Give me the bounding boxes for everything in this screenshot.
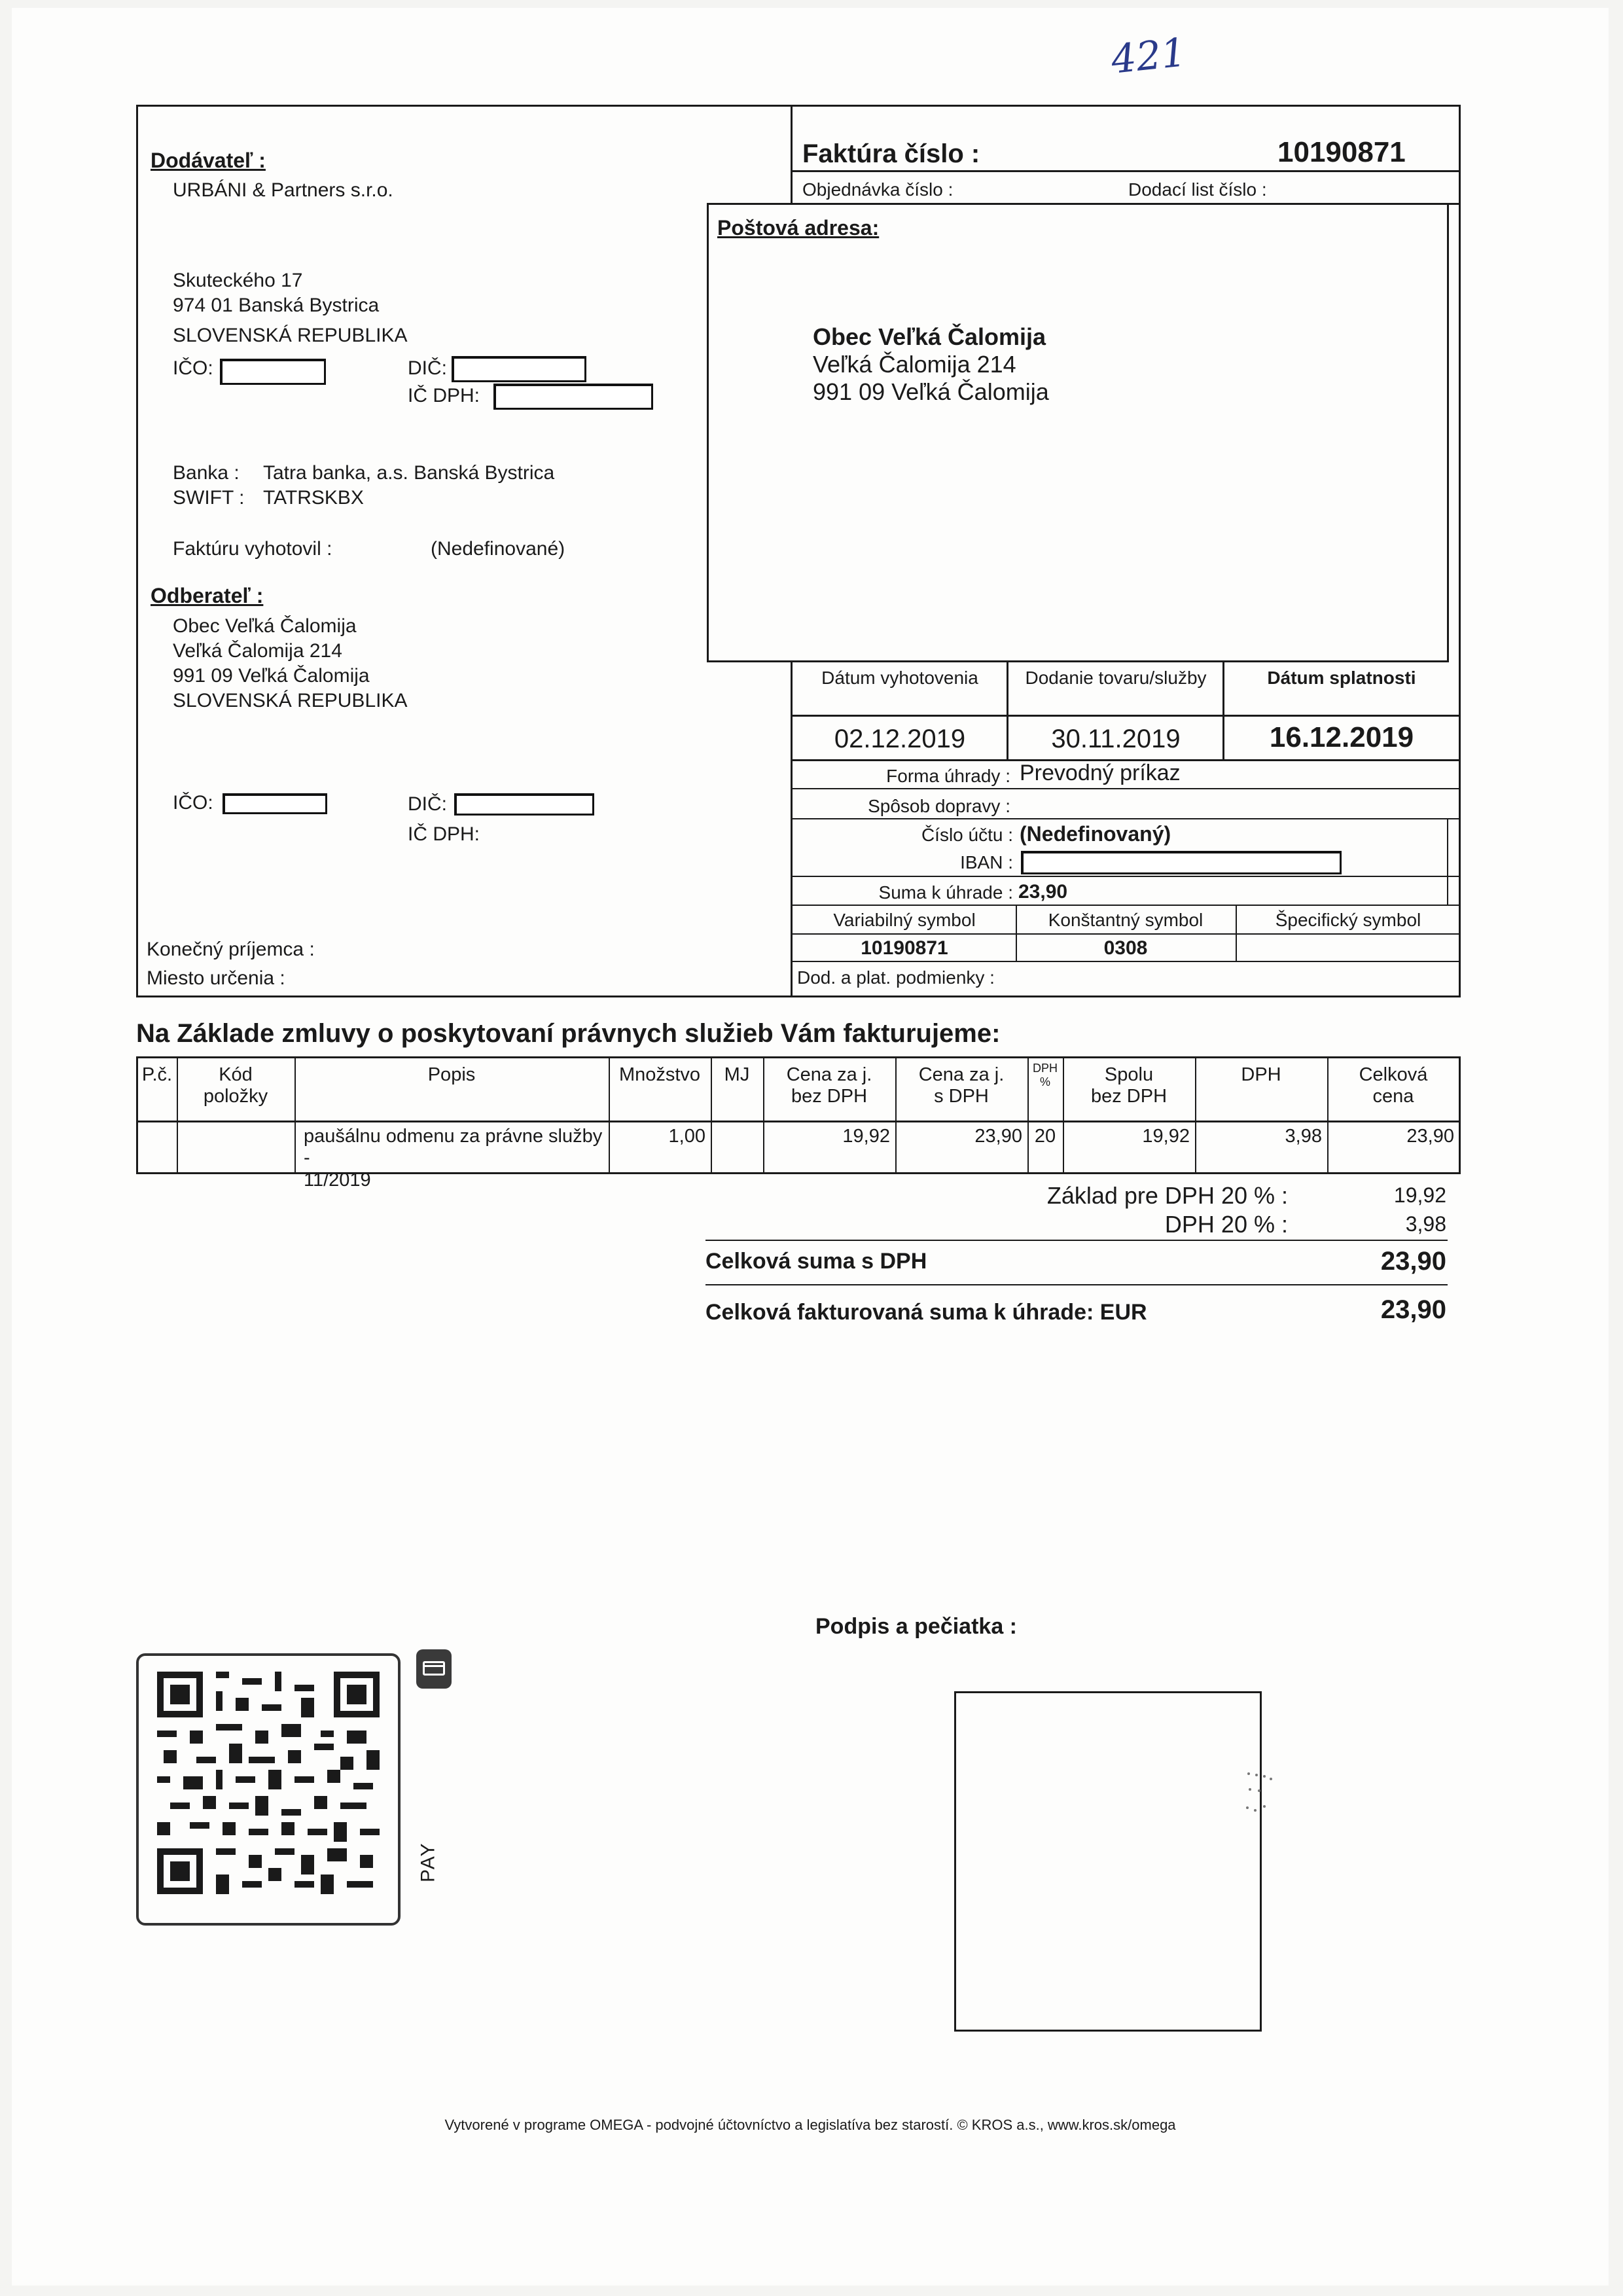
col-header-mnozstvo: Množstvo — [618, 1064, 701, 1085]
col-header-dph-pct: DPH % — [1032, 1062, 1058, 1088]
customer-dic-label: DIČ: — [408, 793, 447, 815]
supplier-country: SLOVENSKÁ REPUBLIKA — [173, 325, 408, 346]
signature-stamp-box — [954, 1691, 1262, 2032]
postal-heading: Poštová adresa: — [717, 216, 880, 240]
handwritten-note: 421 — [1109, 29, 1188, 83]
amount-due-value: 23,90 — [1018, 881, 1068, 903]
account-label: Číslo účtu : — [921, 825, 1013, 845]
supplier-ico-redaction — [220, 359, 326, 385]
footer-text: Vytvorené v programe OMEGA - podvojné účtovníctvo a legislatíva bez starostí. © KROS a.s., www.kros.sk/omega — [444, 2117, 1176, 2133]
pay-by-square[interactable] — [128, 1643, 482, 1931]
signature-label: Podpis a pečiatka : — [815, 1614, 1017, 1639]
issued-by-label: Faktúru vyhotovil : — [173, 538, 332, 560]
postal-name: Obec Veľká Čalomija — [813, 323, 1046, 350]
customer-ico-redaction — [223, 793, 327, 814]
invoice-title: Faktúra číslo : — [802, 139, 980, 168]
totals-divider — [705, 1240, 1448, 1241]
due-date-label: Dátum splatnosti — [1267, 668, 1416, 688]
customer-city: 991 09 Veľká Čalomija — [173, 665, 370, 687]
delivery-date-label: Dodanie tovaru/služby — [1025, 668, 1207, 688]
customer-ico-label: IČO: — [173, 792, 213, 814]
intro-text: Na Základe zmluvy o poskytovaní právnych služieb Vám fakturujeme: — [136, 1019, 1001, 1048]
qr-code-icon — [157, 1672, 380, 1894]
vat-base-value: 19,92 — [1393, 1183, 1446, 1207]
supplier-heading: Dodávateľ : — [151, 149, 266, 172]
constant-symbol-label: Konštantný symbol — [1048, 910, 1204, 930]
account-value: (Nedefinovaný) — [1020, 822, 1171, 846]
supplier-city: 974 01 Banská Bystrica — [173, 295, 380, 316]
variable-symbol-value: 10190871 — [861, 937, 948, 959]
customer-street: Veľká Čalomija 214 — [173, 640, 342, 662]
row-dph: 3,98 — [1285, 1126, 1322, 1147]
customer-country: SLOVENSKÁ REPUBLIKA — [173, 690, 408, 711]
supplier-icdph-label: IČ DPH: — [408, 385, 480, 406]
issued-by-value: (Nedefinované) — [431, 538, 565, 560]
amount-to-pay-value: 23,90 — [1380, 1295, 1446, 1324]
delivery-note-label: Dodací list číslo : — [1128, 179, 1267, 200]
total-with-vat-label: Celková suma s DPH — [705, 1249, 927, 1274]
supplier-bank-label: Banka : — [173, 462, 240, 484]
iban-label: IBAN : — [960, 852, 1013, 872]
customer-icdph-label: IČ DPH: — [408, 823, 480, 845]
supplier-name: URBÁNI & Partners s.r.o. — [173, 179, 393, 201]
payment-method-label: Forma úhrady : — [886, 766, 1010, 786]
col-header-cena-bez: Cena za j. bez DPH — [786, 1064, 872, 1107]
supplier-swift-value: TATRSKBX — [263, 487, 364, 509]
postal-city: 991 09 Veľká Čalomija — [813, 378, 1049, 405]
stamp-smudge — [1242, 1768, 1288, 1834]
vat-base-label: Základ pre DPH 20 % : — [1046, 1182, 1288, 1209]
col-header-spolu: Spolu bez DPH — [1090, 1064, 1168, 1107]
col-header-kod: Kód položky — [203, 1064, 268, 1107]
row-cena-s: 23,90 — [974, 1126, 1022, 1147]
row-celkova: 23,90 — [1406, 1126, 1454, 1147]
final-recipient-label: Konečný príjemca : — [147, 939, 315, 960]
amount-due-label: Suma k úhrade : — [878, 882, 1013, 903]
col-header-cena-s: Cena za j. s DPH — [918, 1064, 1005, 1107]
col-header-celkova: Celková cena — [1359, 1064, 1428, 1107]
delivery-date: 30.11.2019 — [1051, 725, 1181, 753]
due-date: 16.12.2019 — [1269, 721, 1414, 753]
customer-name: Obec Veľká Čalomija — [173, 615, 357, 637]
pay-card-icon — [416, 1649, 452, 1689]
supplier-dic-redaction — [452, 356, 586, 382]
customer-dic-redaction — [454, 793, 594, 816]
supplier-street: Skuteckého 17 — [173, 270, 303, 291]
order-number-label: Objednávka číslo : — [802, 179, 954, 200]
iban-redaction — [1021, 851, 1342, 874]
variable-symbol-label: Variabilný symbol — [833, 910, 976, 930]
row-cena-bez: 19,92 — [842, 1126, 890, 1147]
vat-value: 3,98 — [1405, 1212, 1446, 1236]
constant-symbol-value: 0308 — [1103, 937, 1148, 959]
col-header-dph: DPH — [1241, 1064, 1281, 1085]
invoice-page — [12, 8, 1609, 2286]
transport-label: Spôsob dopravy : — [868, 796, 1010, 816]
issue-date-label: Dátum vyhotovenia — [821, 668, 978, 688]
pay-label: PAY — [417, 1842, 439, 1883]
vat-label: DPH 20 % : — [1164, 1211, 1288, 1238]
terms-label: Dod. a plat. podmienky : — [797, 967, 995, 988]
supplier-bank-value: Tatra banka, a.s. Banská Bystrica — [263, 462, 555, 484]
row-mnozstvo: 1,00 — [668, 1126, 705, 1147]
specific-symbol-label: Špecifický symbol — [1275, 910, 1421, 930]
col-header-mj: MJ — [724, 1064, 750, 1085]
supplier-dic-label: DIČ: — [408, 357, 447, 379]
issue-date: 02.12.2019 — [834, 725, 966, 753]
supplier-icdph-redaction — [493, 384, 653, 410]
amount-to-pay-label: Celková fakturovaná suma k úhrade: EUR — [705, 1300, 1147, 1325]
col-header-popis: Popis — [427, 1064, 476, 1085]
row-spolu-bez: 19,92 — [1142, 1126, 1190, 1147]
row-dph-pct: 20 — [1034, 1126, 1056, 1147]
postal-street: Veľká Čalomija 214 — [813, 351, 1016, 378]
invoice-number: 10190871 — [1277, 136, 1406, 168]
customer-heading: Odberateľ : — [151, 584, 264, 607]
row-popis: paušálnu odmenu za právne služby - 11/2019 — [304, 1126, 603, 1191]
total-with-vat-value: 23,90 — [1380, 1247, 1446, 1276]
col-header-pc: P.č. — [141, 1064, 173, 1085]
destination-label: Miesto určenia : — [147, 967, 285, 989]
supplier-swift-label: SWIFT : — [173, 487, 245, 509]
payment-method-value: Prevodný príkaz — [1020, 761, 1181, 785]
supplier-ico-label: IČO: — [173, 357, 213, 379]
